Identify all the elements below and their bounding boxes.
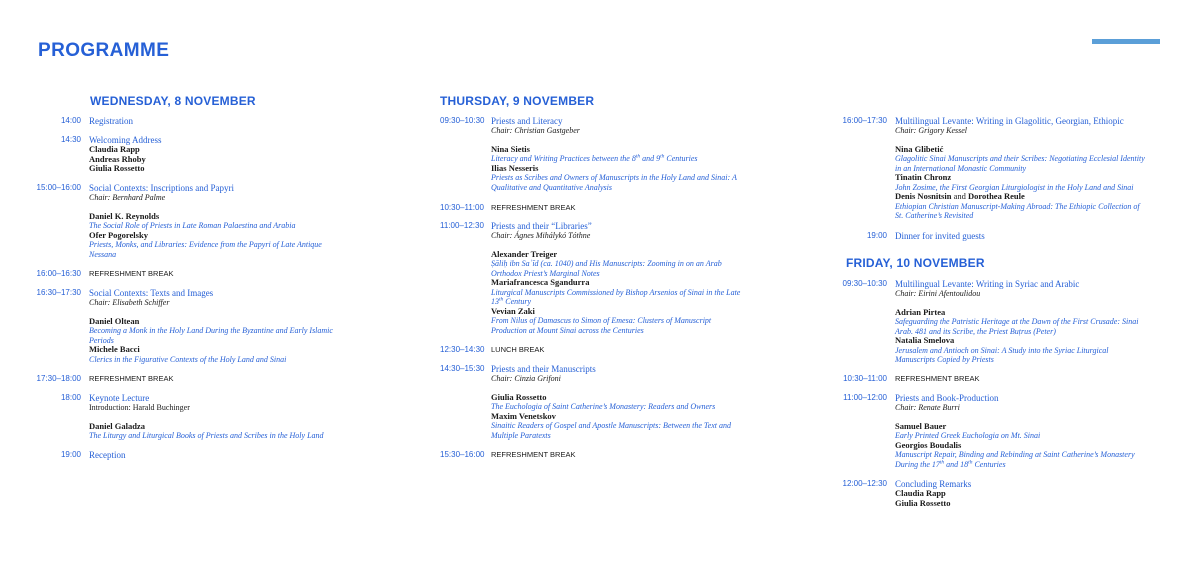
break-label: REFRESHMENT BREAK bbox=[89, 374, 174, 383]
speaker-name: Giulia Rossetto bbox=[491, 391, 547, 402]
session-title: Keynote Lecture bbox=[89, 393, 150, 403]
entry-time: 17:30–18:00 bbox=[36, 374, 81, 383]
break-label: REFRESHMENT BREAK bbox=[491, 450, 576, 459]
talk-title: Priests, Monks, and Libraries: Evidence from the Papyri of Late Antique bbox=[89, 240, 322, 249]
session-title: Multilingual Levante: Writing in Glagolitic, Georgian, Ethiopic bbox=[895, 116, 1124, 126]
talk-title-cont: During the 17th and 18th Centuries bbox=[895, 458, 1006, 469]
talk-title-cont: in an International Monastic Community bbox=[895, 163, 1027, 173]
talk-title: Ethiopian Christian Manuscript-Making Abroad: The Ethiopic Collection of bbox=[895, 201, 1140, 211]
session-chair: Chair: Eirini Afentoulidou bbox=[895, 289, 981, 298]
session-chair: Chair: Cinzia Grifoni bbox=[491, 374, 561, 383]
session-title: Priests and Book-Production bbox=[895, 393, 999, 403]
entry-time: 14:30–15:30 bbox=[440, 364, 485, 373]
talk-title-cont: Orthodox Priest’s Marginal Notes bbox=[491, 268, 600, 278]
speaker-name: Claudia Rapp bbox=[89, 144, 140, 154]
talk-title: John Zosime, the First Georgian Liturgiologist in the Holy Land and Sinai bbox=[895, 182, 1134, 192]
speaker-name: Adrian Pirtea bbox=[895, 306, 946, 317]
talk-title: Literacy and Writing Practices between the 8th and 9th Centuries bbox=[491, 153, 698, 163]
speaker-name: Daniel K. Reynolds bbox=[89, 210, 160, 221]
talk-title: Liturgical Manuscripts Commissioned by Bishop Arsenios of Sinai in the Late bbox=[491, 287, 741, 297]
session-title: Reception bbox=[89, 450, 126, 460]
day-heading-friday: FRIDAY, 10 NOVEMBER bbox=[846, 256, 985, 270]
decorative-bar bbox=[1092, 39, 1160, 44]
session-chair: Chair: Christian Gastgeber bbox=[491, 126, 580, 135]
entry-time: 12:30–14:30 bbox=[440, 345, 485, 354]
talk-title: The Social Role of Priests in Late Roman Palaestina and Arabia bbox=[89, 221, 296, 230]
entry-time: 11:00–12:30 bbox=[440, 221, 484, 230]
talk-title: Safeguarding the Patristic Heritage at the Dawn of the First Crusade: Sinai bbox=[895, 317, 1139, 326]
entry-time: 16:00–17:30 bbox=[842, 116, 887, 125]
talk-title: Manuscript Repair, Binding and Rebinding at Saint Catherine’s Monastery bbox=[895, 450, 1135, 459]
session-title: Registration bbox=[89, 116, 133, 126]
speaker-name: Claudia Rapp bbox=[895, 488, 946, 498]
entry-time: 19:00 bbox=[60, 450, 81, 459]
session-title: Priests and Literacy bbox=[491, 116, 563, 126]
talk-title: Glagolitic Sinai Manuscripts and their Scribes: Negotiating Ecclesial Identity bbox=[895, 154, 1145, 163]
talk-title-cont: Production at Mount Sinai across the Centuries bbox=[491, 325, 644, 335]
talk-title: Becoming a Monk in the Holy Land During the Byzantine and Early Islamic bbox=[89, 326, 333, 335]
speaker-name: Nina Sietis bbox=[491, 143, 530, 154]
talk-title: From Nilus of Damascus to Simon of Emesa: Clusters of Manuscript bbox=[491, 316, 712, 325]
talk-title-cont: Nessana bbox=[89, 249, 117, 259]
entry-time: 15:30–16:00 bbox=[440, 450, 485, 459]
session-title: Concluding Remarks bbox=[895, 479, 972, 489]
speaker-name: Daniel Galadza bbox=[89, 420, 145, 431]
speaker-name: Daniel Oltean bbox=[89, 315, 140, 326]
day-heading-wednesday: WEDNESDAY, 8 NOVEMBER bbox=[90, 94, 256, 108]
talk-title: Ṣāliḥ ibn Saʿīd (ca. 1040) and His Manuscripts: Zooming in on an Arab bbox=[491, 259, 722, 268]
talk-title: Clerics in the Figurative Contexts of the Holy Land and Sinai bbox=[89, 354, 287, 364]
talk-title: Jerusalem and Antioch on Sinai: A Study into the Syriac Liturgical bbox=[895, 345, 1109, 355]
entry-time: 12:00–12:30 bbox=[842, 479, 887, 488]
speaker-name: Alexander Treiger bbox=[491, 248, 558, 259]
talk-title: Sinaitic Readers of Gospel and Apostle Manuscripts: Between the Text and bbox=[491, 421, 731, 430]
talk-title-cont: Qualitative and Quantitative Analysis bbox=[491, 182, 612, 192]
session-title: Dinner for invited guests bbox=[895, 231, 985, 241]
entry-time: 14:00 bbox=[60, 116, 81, 125]
talk-title-cont: 13th Century bbox=[491, 296, 532, 306]
talk-title: Priests as Scribes and Owners of Manuscripts in the Holy Land and Sinai: A bbox=[491, 173, 737, 182]
talk-title-cont: Arab. 481 and its Scribe, the Priest Buṭrus (Peter) bbox=[895, 326, 1056, 336]
entry-time: 11:00–12:00 bbox=[843, 393, 887, 402]
talk-title-cont: St. Catherine’s Revisited bbox=[895, 211, 974, 220]
speaker-name: Maxim Venetskov bbox=[491, 410, 556, 421]
session-chair: Chair: Ágnes Mihálykó Tóthne bbox=[491, 231, 591, 240]
talk-title: The Euchologia of Saint Catherine’s Monastery: Readers and Owners bbox=[491, 402, 716, 411]
session-title: Multilingual Levante: Writing in Syriac and Arabic bbox=[895, 279, 1080, 289]
entry-time: 15:00–16:00 bbox=[36, 183, 81, 192]
talk-title-cont: Periods bbox=[89, 335, 114, 345]
session-chair: Chair: Renate Burri bbox=[895, 403, 960, 412]
entry-time: 18:00 bbox=[60, 393, 81, 402]
talk-title-cont: Manuscripts Copied by Priests bbox=[895, 355, 994, 364]
session-title: Priests and their Manuscripts bbox=[491, 364, 596, 374]
day-heading-thursday: THURSDAY, 9 NOVEMBER bbox=[440, 94, 595, 108]
talk-title: Early Printed Greek Euchologia on Mt. Sinai bbox=[895, 431, 1041, 440]
session-title: Social Contexts: Texts and Images bbox=[89, 288, 214, 298]
session-chair: Chair: Grigory Kessel bbox=[895, 126, 967, 135]
entry-time: 09:30–10:30 bbox=[842, 279, 887, 288]
speaker-name: Tinatin Chronz bbox=[895, 172, 952, 182]
speaker-name: Mariafrancesca Sgandurra bbox=[491, 277, 590, 287]
speaker-name: Samuel Bauer bbox=[895, 420, 947, 431]
speaker-name: Ofer Pogorelsky bbox=[89, 229, 148, 240]
speaker-name: Andreas Rhoby bbox=[89, 153, 146, 164]
entry-time: 19:00 bbox=[866, 231, 887, 240]
entry-time: 16:30–17:30 bbox=[36, 288, 81, 297]
entry-time: 10:30–11:00 bbox=[440, 203, 484, 212]
session-title: Social Contexts: Inscriptions and Papyri bbox=[89, 183, 234, 193]
break-label: REFRESHMENT BREAK bbox=[89, 269, 174, 278]
keynote-introduction: Introduction: Harald Buchinger bbox=[89, 403, 190, 412]
session-chair: Chair: Bernhard Palme bbox=[89, 193, 166, 202]
speaker-name: Georgios Boudalis bbox=[895, 439, 962, 450]
entry-time: 09:30–10:30 bbox=[440, 116, 485, 125]
speaker-names: Denis Nosnitsin and Dorothea Reule bbox=[895, 191, 1025, 201]
speaker-name: Natalia Smelova bbox=[895, 335, 955, 345]
speaker-name: Giulia Rossetto bbox=[895, 497, 951, 508]
speaker-name: Michele Bacci bbox=[89, 344, 140, 354]
session-title: Priests and their “Libraries” bbox=[491, 221, 592, 231]
talk-title-cont: Multiple Paratexts bbox=[491, 430, 551, 440]
break-label: LUNCH BREAK bbox=[491, 345, 545, 354]
entry-time: 16:00–16:30 bbox=[36, 269, 81, 278]
entry-time: 14:30 bbox=[60, 135, 81, 144]
entry-time: 10:30–11:00 bbox=[843, 374, 887, 383]
speaker-name: Vevian Zaki bbox=[491, 305, 535, 316]
speaker-name: Ilias Nesseris bbox=[491, 162, 539, 173]
page-title: PROGRAMME bbox=[38, 40, 170, 61]
break-label: REFRESHMENT BREAK bbox=[895, 374, 980, 383]
speaker-name: Giulia Rossetto bbox=[89, 163, 145, 173]
session-chair: Chair: Elisabeth Schiffer bbox=[89, 298, 170, 307]
speaker-name: Nina Glibetić bbox=[895, 143, 944, 154]
talk-title: The Liturgy and Liturgical Books of Priests and Scribes in the Holy Land bbox=[89, 431, 324, 440]
break-label: REFRESHMENT BREAK bbox=[491, 203, 576, 212]
session-title: Welcoming Address bbox=[89, 135, 162, 145]
